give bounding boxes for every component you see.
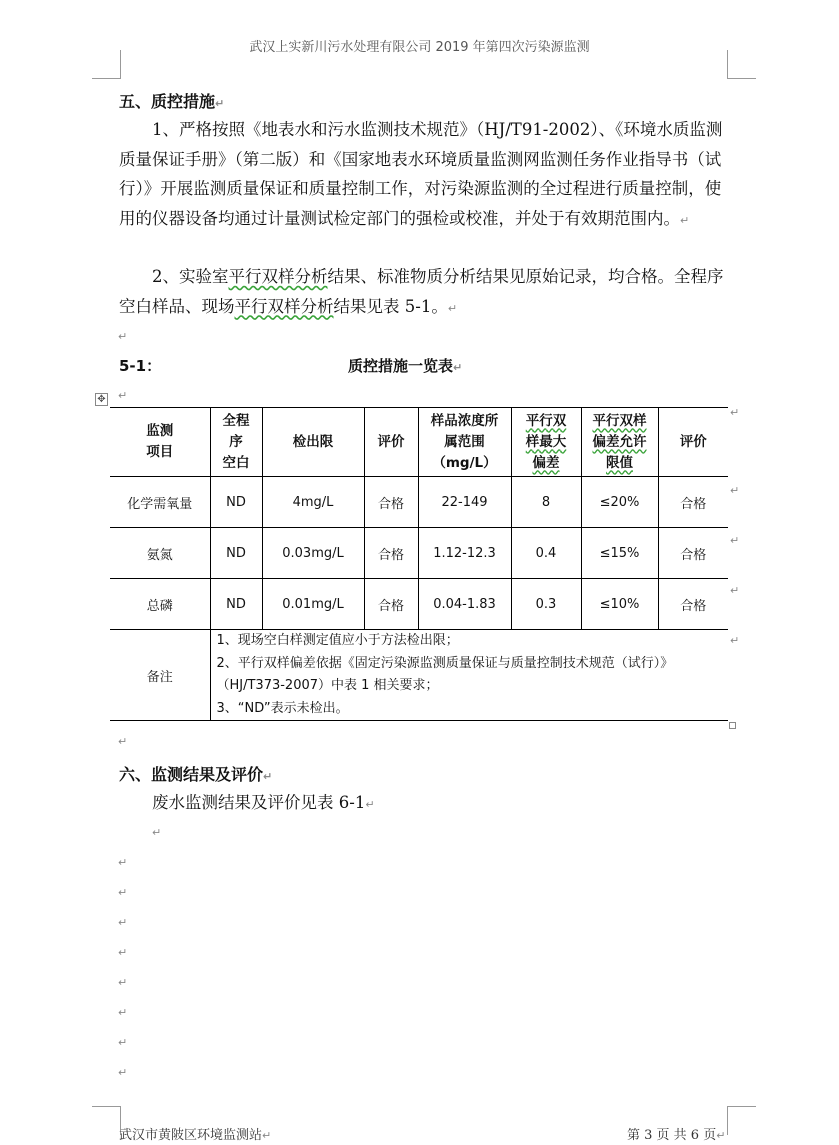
footer-page-number-text: 第 3 页 共 6 页 (627, 1128, 717, 1143)
paragraph-mark-icon: ↵ (118, 856, 128, 869)
cell-limit: 4mg/L (262, 477, 364, 528)
cell-allow: ≤15% (581, 528, 658, 579)
paragraph-2-text-b: 平行双样分析 (228, 267, 328, 286)
cell-blank: ND (210, 528, 262, 579)
header-eval-2-text: 评价 (679, 433, 707, 450)
table-remarks-row (110, 630, 728, 721)
paragraph-1-text: 1、严格按照《地表水和污水监测技术规范》（HJ/T91-2002）、《环境水质监测质量保证手册》（第二版）和《国家地表水环境质量监测网监测任务作业指导书（试行）》开展监测质量保证和质量控制工作，对污染源监测的全过程进行质量控制，使用的仪器设备均通过计量测试检定部门的强检或校准，并处于有效期范围内。 (119, 120, 723, 228)
paragraph-mark-icon: ↵ (453, 361, 463, 374)
cell-allow: ≤20% (581, 477, 658, 528)
cell-range: 22-149 (418, 477, 511, 528)
paragraph-mark-icon: ↵ (716, 1129, 726, 1142)
paragraph-mark-icon: ↵ (118, 1036, 128, 1049)
crop-mark-bottom-left (92, 1106, 121, 1135)
paragraph-mark-icon: ↵ (152, 826, 162, 839)
crop-mark-top-right (727, 50, 756, 79)
cell-eval-2: 合格 (658, 528, 728, 579)
section-6-heading-text: 六、监测结果及评价 (119, 765, 264, 784)
section-5-paragraph-1 (119, 115, 734, 235)
paragraph-2-text-a: 2、实验室 (152, 267, 229, 286)
cell-dup: 0.4 (511, 528, 581, 579)
row-end-mark-icon: ↵ (730, 584, 740, 597)
header-allow (581, 408, 658, 477)
paragraph-mark-icon: ↵ (447, 301, 458, 315)
header-eval-1-text: 评价 (377, 433, 405, 450)
cell-dup: 8 (511, 477, 581, 528)
paragraph-mark-icon: ↵ (118, 1006, 128, 1019)
cell-eval-1: 合格 (364, 477, 418, 528)
table-move-handle-icon[interactable]: ✥ (95, 393, 108, 406)
row-end-mark-icon: ↵ (730, 484, 740, 497)
qc-measures-table (110, 407, 728, 721)
header-range-text: 样品浓度所 属范围 （mg/L） (430, 412, 499, 471)
paragraph-mark-icon: ↵ (118, 330, 128, 343)
cell-eval-2: 合格 (658, 477, 728, 528)
cell-limit: 0.01mg/L (262, 579, 364, 630)
table-row (110, 579, 728, 630)
cell-range: 0.04-1.83 (418, 579, 511, 630)
header-item-text: 监测 项目 (146, 423, 174, 460)
row-end-mark-icon: ↵ (730, 534, 740, 547)
table-row (110, 528, 728, 579)
footer-page-number (627, 1124, 725, 1143)
cell-blank: ND (210, 477, 262, 528)
remark-note-3: 3、“ND”表示未检出。 (216, 700, 349, 716)
cell-allow: ≤10% (581, 579, 658, 630)
cell-limit: 0.03mg/L (262, 528, 364, 579)
row-end-mark-icon: ↵ (730, 406, 740, 419)
table-resize-handle-icon[interactable] (729, 722, 736, 729)
section-5-heading-text: 五、质控措施 (119, 92, 216, 111)
paragraph-mark-icon: ↵ (118, 946, 128, 959)
paragraph-mark-icon: ↵ (365, 798, 375, 811)
paragraph-mark-icon: ↵ (118, 916, 128, 929)
paragraph-mark-icon: ↵ (263, 770, 273, 783)
footer-organization-text: 武汉市黄陂区环境监测站 (119, 1128, 263, 1143)
header-limit-text: 检出限 (292, 433, 334, 450)
paragraph-2-text-e: 结果见表 5-1。 (333, 296, 448, 316)
paragraph-2-text-d: 平行双样分析 (234, 296, 334, 316)
table-row (110, 477, 728, 528)
header-dup (511, 408, 581, 477)
header-allow-text: 平行双样 偏差允许 限值 (592, 412, 647, 471)
cell-item: 氨氮 (110, 528, 210, 579)
crop-mark-top-left (92, 50, 121, 79)
section-5-heading (119, 89, 224, 112)
paragraph-mark-icon: ↵ (215, 97, 225, 110)
cell-eval-2: 合格 (658, 579, 728, 630)
paragraph-mark-icon: ↵ (118, 735, 128, 748)
row-end-mark-icon: ↵ (730, 634, 740, 647)
remark-note-1: 1、现场空白样测定值应小于方法检出限； (216, 633, 459, 648)
cell-range: 1.12-12.3 (418, 528, 511, 579)
paragraph-2-text-c: 结果、标准物质分析结果见原始记录，均合格。全程序空白样品、现场 (119, 267, 724, 316)
section-6-heading (119, 762, 272, 785)
cell-remarks (210, 630, 728, 721)
table-title (348, 355, 462, 376)
section-6-paragraph-text: 废水监测结果及评价见表 6-1 (152, 793, 366, 812)
cell-remark-label: 备注 (110, 630, 210, 721)
cell-eval-1: 合格 (364, 579, 418, 630)
table-header-row (110, 408, 728, 477)
header-blank-text: 全程 序 空白 (222, 412, 250, 471)
paragraph-mark-icon: ↵ (262, 1129, 272, 1142)
section-5-paragraph-2 (119, 262, 734, 323)
header-range (418, 408, 511, 477)
header-blank (210, 408, 262, 477)
header-eval-2 (658, 408, 728, 477)
footer-organization (119, 1124, 271, 1143)
paragraph-mark-icon: ↵ (680, 213, 690, 227)
table-title-text: 质控措施一览表 (348, 357, 454, 375)
crop-mark-bottom-right (727, 1106, 756, 1135)
cell-item: 化学需氧量 (110, 477, 210, 528)
paragraph-mark-icon: ↵ (118, 1066, 128, 1079)
header-eval-1 (364, 408, 418, 477)
running-header: 武汉上实新川污水处理有限公司 2019 年第四次污染源监测 (249, 40, 590, 55)
cell-item: 总磷 (110, 579, 210, 630)
cell-blank: ND (210, 579, 262, 630)
paragraph-mark-icon: ↵ (118, 886, 128, 899)
remark-note-2: 2、平行双样偏差依据《固定污染源监测质量保证与质量控制技术规范（试行）》（HJ/T373-2007）中表 1 相关要求； (216, 655, 674, 693)
paragraph-mark-icon: ↵ (118, 389, 128, 402)
cell-eval-1: 合格 (364, 528, 418, 579)
header-dup-text: 平行双 样最大 偏差 (525, 412, 567, 471)
table-label: 5-1： (119, 357, 162, 375)
header-limit (262, 408, 364, 477)
paragraph-mark-icon: ↵ (118, 976, 128, 989)
cell-dup: 0.3 (511, 579, 581, 630)
section-6-paragraph (119, 788, 734, 820)
header-item (110, 408, 210, 477)
